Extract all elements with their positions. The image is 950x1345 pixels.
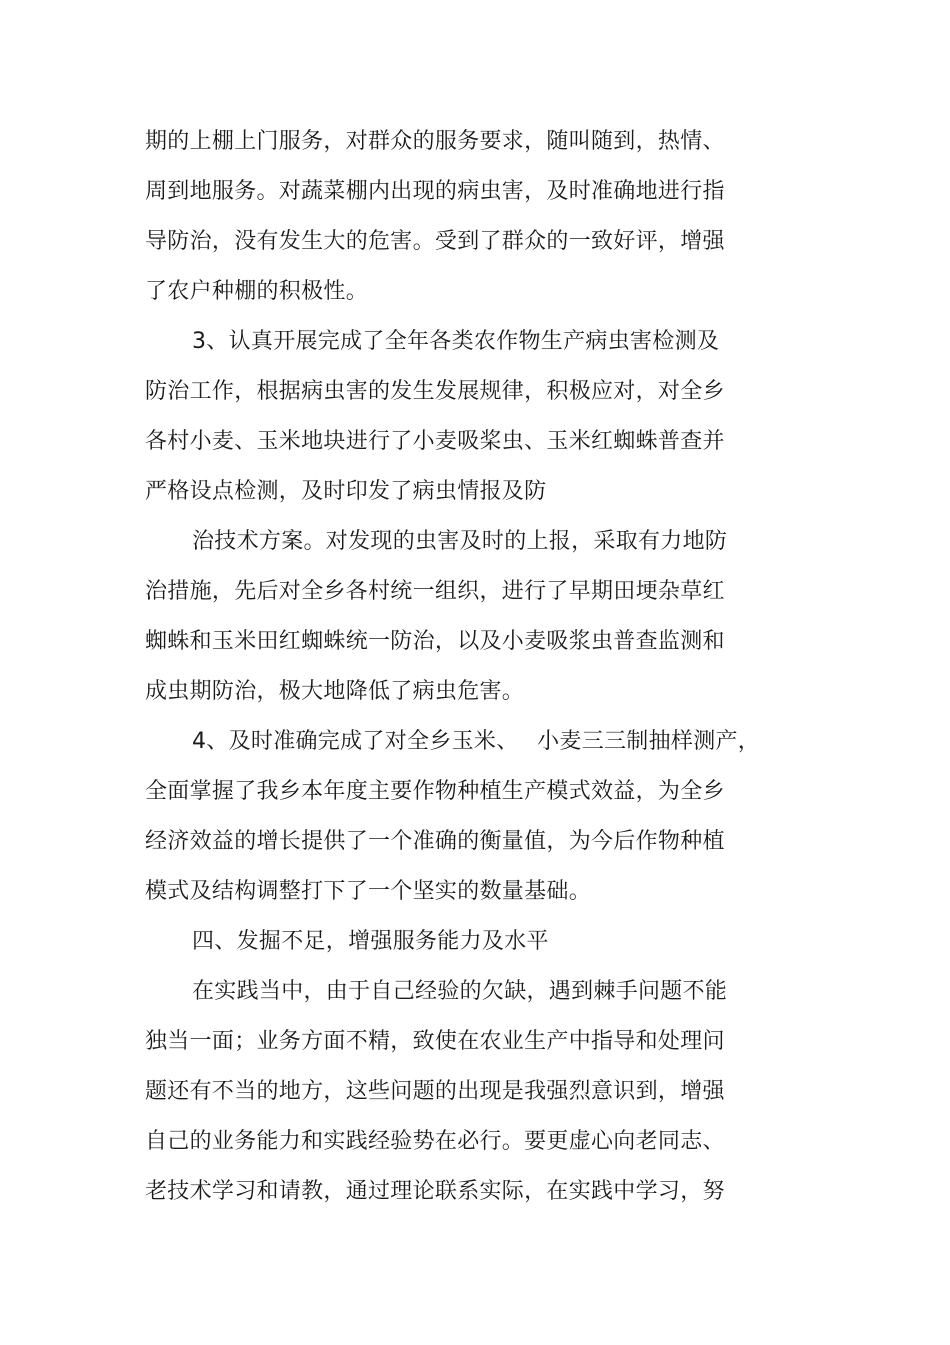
text-line: 题还有不当的地方，这些问题的出现是我强烈意识到，增强 [145, 1079, 725, 1104]
text-line: 3、认真开展完成了全年各类农作物生产病虫害检测及 [192, 329, 720, 354]
text-line: 经济效益的增长提供了一个准确的衡量值，为今后作物种植 [145, 829, 725, 854]
section-heading: 四、发掘不足，增强服务能力及水平 [192, 929, 549, 954]
text-line: 独当一面；业务方面不精，致使在农业生产中指导和处理问 [145, 1029, 725, 1054]
text-line: 期的上棚上门服务，对群众的服务要求，随叫随到，热情、 [145, 129, 725, 154]
text-line: 成虫期防治，极大地降低了病虫危害。 [145, 679, 525, 704]
text-line: 全面掌握了我乡本年度主要作物种植生产模式效益，为全乡 [145, 779, 725, 804]
text-line: 自己的业务能力和实践经验势在必行。要更虚心向老同志、 [145, 1129, 725, 1154]
text-line: 周到地服务。对蔬菜棚内出现的病虫害，及时准确地进行指 [145, 179, 725, 204]
text-line: 4、及时准确完成了对全乡玉米、 小麦三三制抽样测产， [192, 729, 761, 754]
text-line: 老技术学习和请教，通过理论联系实际，在实践中学习，努 [145, 1179, 725, 1204]
text-line: 治措施，先后对全乡各村统一组织，进行了早期田埂杂草红 [145, 579, 725, 604]
text-line: 在实践当中，由于自己经验的欠缺，遇到棘手问题不能 [192, 979, 728, 1004]
text-line: 导防治，没有发生大的危害。受到了群众的一致好评，增强 [145, 229, 725, 254]
text-line: 严格设点检测，及时印发了病虫情报及防 [145, 479, 547, 504]
text-line: 防治工作，根据病虫害的发生发展规律，积极应对，对全乡 [145, 379, 725, 404]
text-line: 治技术方案。对发现的虫害及时的上报，采取有力地防 [192, 529, 728, 554]
text-line: 模式及结构调整打下了一个坚实的数量基础。 [145, 879, 592, 904]
text-line: 各村小麦、玉米地块进行了小麦吸桨虫、玉米红蜘蛛普查并 [145, 429, 725, 454]
text-line: 蜘蛛和玉米田红蜘蛛统一防治，以及小麦吸浆虫普查监测和 [145, 629, 725, 654]
text-line: 了农户种棚的积极性。 [145, 279, 369, 304]
